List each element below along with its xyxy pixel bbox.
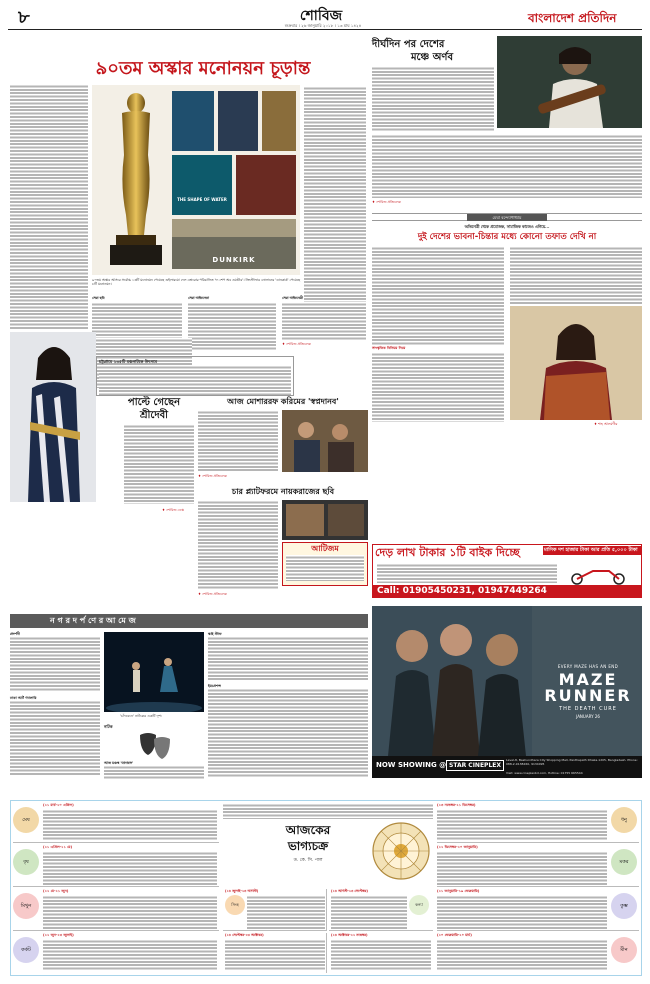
sign-dates: (২৪ আগস্ট-২৩ সেপ্টেম্বর) [331, 889, 368, 893]
paper-logo: বাংলাদেশ প্রতিদিন [528, 11, 617, 25]
sign-row-kumbha [437, 889, 639, 931]
zodiac-icon: ধনু [611, 807, 637, 833]
oscar-credit: ♦ শোবিজ প্রতিবেদক [282, 342, 311, 346]
sign-dates: (২৩ নভেম্বর-২১ ডিসেম্বর) [437, 803, 476, 807]
nagar-item: ইমপ্রেশন্স [208, 684, 221, 689]
oscar-nominee-column [304, 86, 366, 330]
oscar-list-item: সেরা ছবি [92, 296, 105, 300]
sign-dates: (২২ জুন-২৩ জুলাই) [43, 933, 74, 937]
zodiac-icon: কুম্ভ [611, 893, 637, 919]
movie-tagline: EVERY MAZE HAS AN END [557, 664, 619, 669]
horoscope-title-box [223, 803, 433, 887]
horoscope-author: ড. কে. সি. পাল [293, 858, 323, 863]
sridevi-portrait [10, 332, 96, 502]
showing-bar [372, 756, 642, 778]
sign-row-dhanu [437, 803, 639, 843]
sign-row-tula [223, 933, 327, 973]
interview-subhead: সাংস্কৃতিক বিনিময় নিয়ে [372, 346, 406, 350]
sign-row-mesh [13, 803, 219, 843]
horoscope-title-1: আজকের [285, 823, 331, 837]
sign-dates: (২৪ জুলাই-২৩ আগস্ট) [225, 889, 259, 893]
stage-caption: 'চাঁদবেনে' নাটকের একটি দৃশ্য [120, 714, 162, 718]
mehzabin-photo [510, 306, 642, 420]
cinema-logo: STAR CINEPLEX [446, 760, 504, 771]
now-showing: NOW SHOWING @ [376, 761, 447, 769]
ad-small-box [282, 542, 368, 586]
arnob-body-2 [372, 134, 642, 198]
sign-row-karkat [13, 933, 219, 973]
interview-col-2 [510, 246, 642, 304]
mosharraf-headline: আজ মোশাররফ করিমের 'স্বপ্নদানব' [227, 397, 339, 406]
sign-dates: (২২ মে-২১ জুন) [43, 889, 69, 893]
section-title: শোবিজ [299, 8, 343, 24]
interview-headline: দুই দেশের ভাবনা-চিন্তার মধ্যে কোনো তফাত দেখি না [417, 232, 597, 242]
nayakraj-headline: চার প্ল্যাটফরমে নায়করাজের ছবি [231, 487, 335, 496]
oscar-statuette-illustration [92, 85, 300, 275]
sign-row-brisha [13, 845, 219, 887]
arnob-headline [372, 38, 492, 64]
sign-row-brishchik [329, 933, 433, 973]
nayakraj-body [198, 500, 278, 590]
sridevi-photo [10, 332, 96, 502]
zodiac-icon: কন্যা [409, 895, 429, 915]
lottery-side: মাসিক দশ হাজার টাকা আর প্রতি ৫,০০০ টাকা [543, 546, 641, 555]
horoscope-title-2: ভাগ্যচক্র [287, 839, 329, 853]
mosharraf-credit: ♦ শোবিজ প্রতিবেদক [198, 474, 227, 478]
nagar-item: ঢাকা আর্ট গ্যালারি [10, 696, 37, 701]
oscar-list-item: সেরা অভিনেত্রী [282, 296, 303, 300]
theatre-masks-icon [138, 731, 172, 761]
sign-row-meen [437, 933, 639, 973]
oscar-caption: ৯০তম অস্কার আসরে সর্বোচ্চ ১৩টি মনোনয়ন পেয়েছে গুইলারমো দেল তোরোর পরিচালিত 'দ্য শেপ অব ওয়াটার'। ক্রিস্টোফার নোলানের 'ডানকার্ক' পেয়েছে ৮টি মনোনয়ন। [92, 278, 300, 287]
movie-ad [372, 606, 642, 778]
mosharraf-body [198, 410, 278, 472]
sign-dates: (২৪ সেপ্টেম্বর-২৩ অক্টোবর) [225, 933, 264, 937]
movie-release: JANUARY 26 [576, 714, 600, 719]
zodiac-wheel-icon [371, 821, 431, 881]
poster-title-shape-of-water: THE SHAPE OF WATER [177, 197, 227, 202]
sign-dates: (২১ জানুয়ারি-১৯ ফেব্রুয়ারি) [437, 889, 480, 893]
zodiac-icon: মীন [611, 937, 637, 963]
sign-row-mithun [13, 889, 219, 931]
film-still [282, 500, 368, 540]
zodiac-icon: বৃষ [13, 849, 39, 875]
nagar-item: প্রদর্শনী [10, 632, 20, 636]
ad-brand: আটিজম [311, 544, 339, 553]
arnob-body [372, 66, 494, 132]
sign-dates: (২৪ অক্টোবর-২২ নভেম্বর) [331, 933, 368, 937]
cinema-web: Visit: www.cineplexbd.com, Hotline: 01755 665544 [506, 771, 583, 775]
mosharraf-photo [282, 410, 368, 472]
nagar-col-3 [208, 632, 368, 780]
nagar-item: স্কাই স্টাফ [208, 632, 222, 636]
zodiac-icon: মেষ [13, 807, 39, 833]
arnob-photo [497, 36, 642, 128]
byline: মেঘা বন্দ্যোপাধ্যায় [467, 214, 547, 221]
sign-dates: (২১ মার্চ-২০ এপ্রিল) [43, 803, 74, 807]
oscar-list-item: সেরা অভিনেতা [188, 296, 209, 300]
stage-scene [104, 632, 204, 712]
lottery-bike [563, 565, 639, 585]
arnob-credit: ♦ শোবিজ প্রতিবেদক [372, 200, 401, 204]
movie-title-2: RUNNER [544, 686, 632, 705]
sign-dates: (২০ ফেব্রুয়ারি-২০ মার্চ) [437, 933, 472, 937]
ctg-headline: চট্টগ্রামে ১৩৫টি মঞ্চনাটকে উৎসবে [99, 359, 158, 364]
horoscope-section [10, 800, 642, 976]
nayakraj-credit: ♦ শোবিজ প্রতিবেদক [198, 592, 227, 596]
masthead [8, 8, 642, 30]
nayakraj-photo [282, 500, 368, 540]
page-number: ৮ [18, 7, 30, 28]
bike-icon [563, 565, 639, 585]
sridevi-body [124, 424, 194, 504]
interview-kicker: অভিনেত্রী থেকে প্রযোজক, সামাজিক কাজেও এগিয়ে... [464, 224, 550, 229]
interview-credit: ♦ শাহ আলমগীর [594, 422, 618, 426]
nagar-title: ন গ র দ র্প ণে র আ মে জ [50, 616, 136, 625]
sign-dates: (২২ ডিসেম্বর-২০ জানুয়ারি) [437, 845, 478, 849]
sridevi-headline: পাল্টে গেছেন শ্রীদেবী [127, 397, 181, 421]
drama-still [282, 410, 368, 472]
lottery-ad [372, 544, 642, 598]
oscar-headline: ৯০তম অস্কার মনোনয়ন চূড়ান্ত [95, 58, 311, 79]
sridevi-credit: ♦ শোবিজ ডেস্ক [162, 508, 184, 512]
interview-col-1b [372, 352, 504, 422]
movie-title-1: MAZE [558, 670, 618, 689]
sign-row-singha [223, 889, 327, 931]
zodiac-icon: কর্কট [13, 937, 39, 963]
zodiac-icon: মিথুন [13, 893, 39, 919]
sign-row-makar [437, 845, 639, 887]
lottery-phone: Call: 01905450231, 01947449264 [373, 585, 642, 598]
arnob-headline-line1: দীর্ঘদিন পর দেশের [372, 39, 445, 50]
oscar-image [92, 85, 300, 275]
lottery-tagline: দেড় লাখ টাকার ১টি বাইক দিচ্ছে [375, 546, 520, 559]
movie-subtitle: THE DEATH CURE [559, 706, 617, 712]
zodiac-icon: মকর [611, 849, 637, 875]
dateline: শুক্রবার । ২৬ জানুয়ারি ২০১৮ । ১৩ মাঘ ১৪২৪ [284, 23, 362, 28]
nagar-col-1 [10, 632, 100, 780]
cinema-address: Level-8, Bashundhara City Shopping Mall, Panthapath Dhaka-1205, Bangladesh. Phone: 088-2-9138260, 9134095 [506, 758, 638, 766]
oscar-intro-column [10, 84, 88, 330]
stage-photo [104, 632, 204, 712]
interview-col-1 [372, 246, 504, 346]
zodiac-icon: সিংহ [225, 895, 245, 915]
nagar-title-bar [10, 614, 368, 628]
ctg-festival-box [96, 356, 294, 396]
sign-row-kanya [329, 889, 433, 931]
mask-label: নাটক [104, 724, 113, 729]
actress-photo [510, 306, 642, 420]
mask-box [104, 724, 204, 780]
arnob-headline-line2: মঞ্চে অর্ণব [410, 52, 454, 63]
poster-title-dunkirk: DUNKIRK [212, 256, 256, 264]
byline-bar [372, 213, 642, 221]
sign-dates: (২১ এপ্রিল-২১ মে) [43, 845, 73, 849]
singer-photo [497, 36, 642, 128]
mask-caption: আজ মঞ্চস্থ 'ঘানাবাদ' [104, 761, 134, 765]
